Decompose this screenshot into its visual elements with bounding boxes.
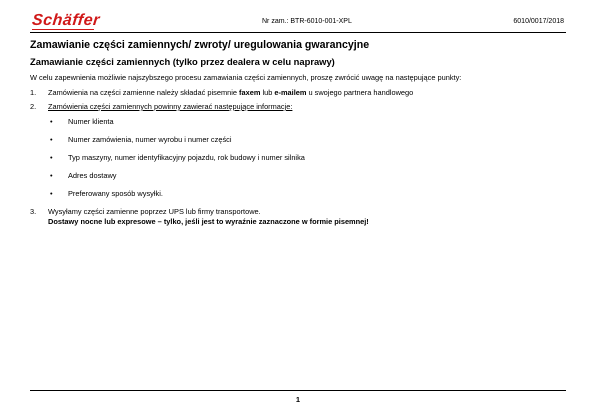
footer-divider [30,390,566,391]
list-item [30,88,566,98]
item-text: Zamówienia na części zamienne należy składać pisemnie [48,88,240,97]
bullet-item [48,153,566,163]
bullet-text: Adres dostawy [68,171,117,180]
bullet-text: Numer klienta [68,117,114,126]
item-text: Zamówienia części zamiennych powinny zawierać następujące informacje: [48,102,293,111]
page-header [30,10,566,33]
bullet-list [48,117,566,199]
list-item [30,102,566,199]
order-number: Nr zam.: BTR-6010-001-XPL [262,18,352,25]
bullet-text: Numer zamówienia, numer wyrobu i numer części [68,135,232,144]
bullet-item [48,117,566,127]
item-text: lub [260,88,275,97]
logo-underline [32,29,94,30]
item-bold-note: Dostawy nocne lub expresowe – tylko, jeśli jest to wyraźnie zaznaczone w formie pisemnej! [48,217,369,226]
page-number: 1 [295,395,301,404]
bullet-item [48,189,566,199]
bullet-item [48,171,566,181]
item-bold-fax: faxem [239,88,261,97]
bullet-icon: • [50,135,53,144]
item-text: Wysyłamy części zamienne poprzez UPS lub firmy transportowe. [48,207,261,216]
bullet-icon: • [50,171,53,180]
list-item [30,207,566,227]
numbered-list [30,88,566,227]
list-number: 1. [30,88,37,97]
bullet-item [48,135,566,145]
item-bold-email: e-mailem [274,88,307,97]
bullet-icon: • [50,117,53,126]
section-subtitle: Zamawianie części zamiennych (tylko przez dealera w celu naprawy) [30,56,335,67]
company-logo: Schäffer [31,12,101,29]
list-number: 3. [30,207,37,216]
bullet-text: Preferowany sposób wysyłki. [68,189,163,198]
page-title: Zamawianie części zamiennych/ zwroty/ uregulowania gwarancyjne [30,39,370,51]
bullet-icon: • [50,153,53,162]
item-text: u swojego partnera handlowego [306,88,414,97]
bullet-text: Typ maszyny, numer identyfikacyjny pojazdu, rok budowy i numer silnika [68,153,305,162]
list-number: 2. [30,102,37,111]
intro-paragraph: W celu zapewnienia możliwie najszybszego procesu zamawiania części zamiennych, proszę zwrócić uwagę na następujące punkty: [30,73,462,82]
document-code: 6010/0017/2018 [513,18,564,25]
bullet-icon: • [50,189,53,198]
page-content [30,39,566,231]
